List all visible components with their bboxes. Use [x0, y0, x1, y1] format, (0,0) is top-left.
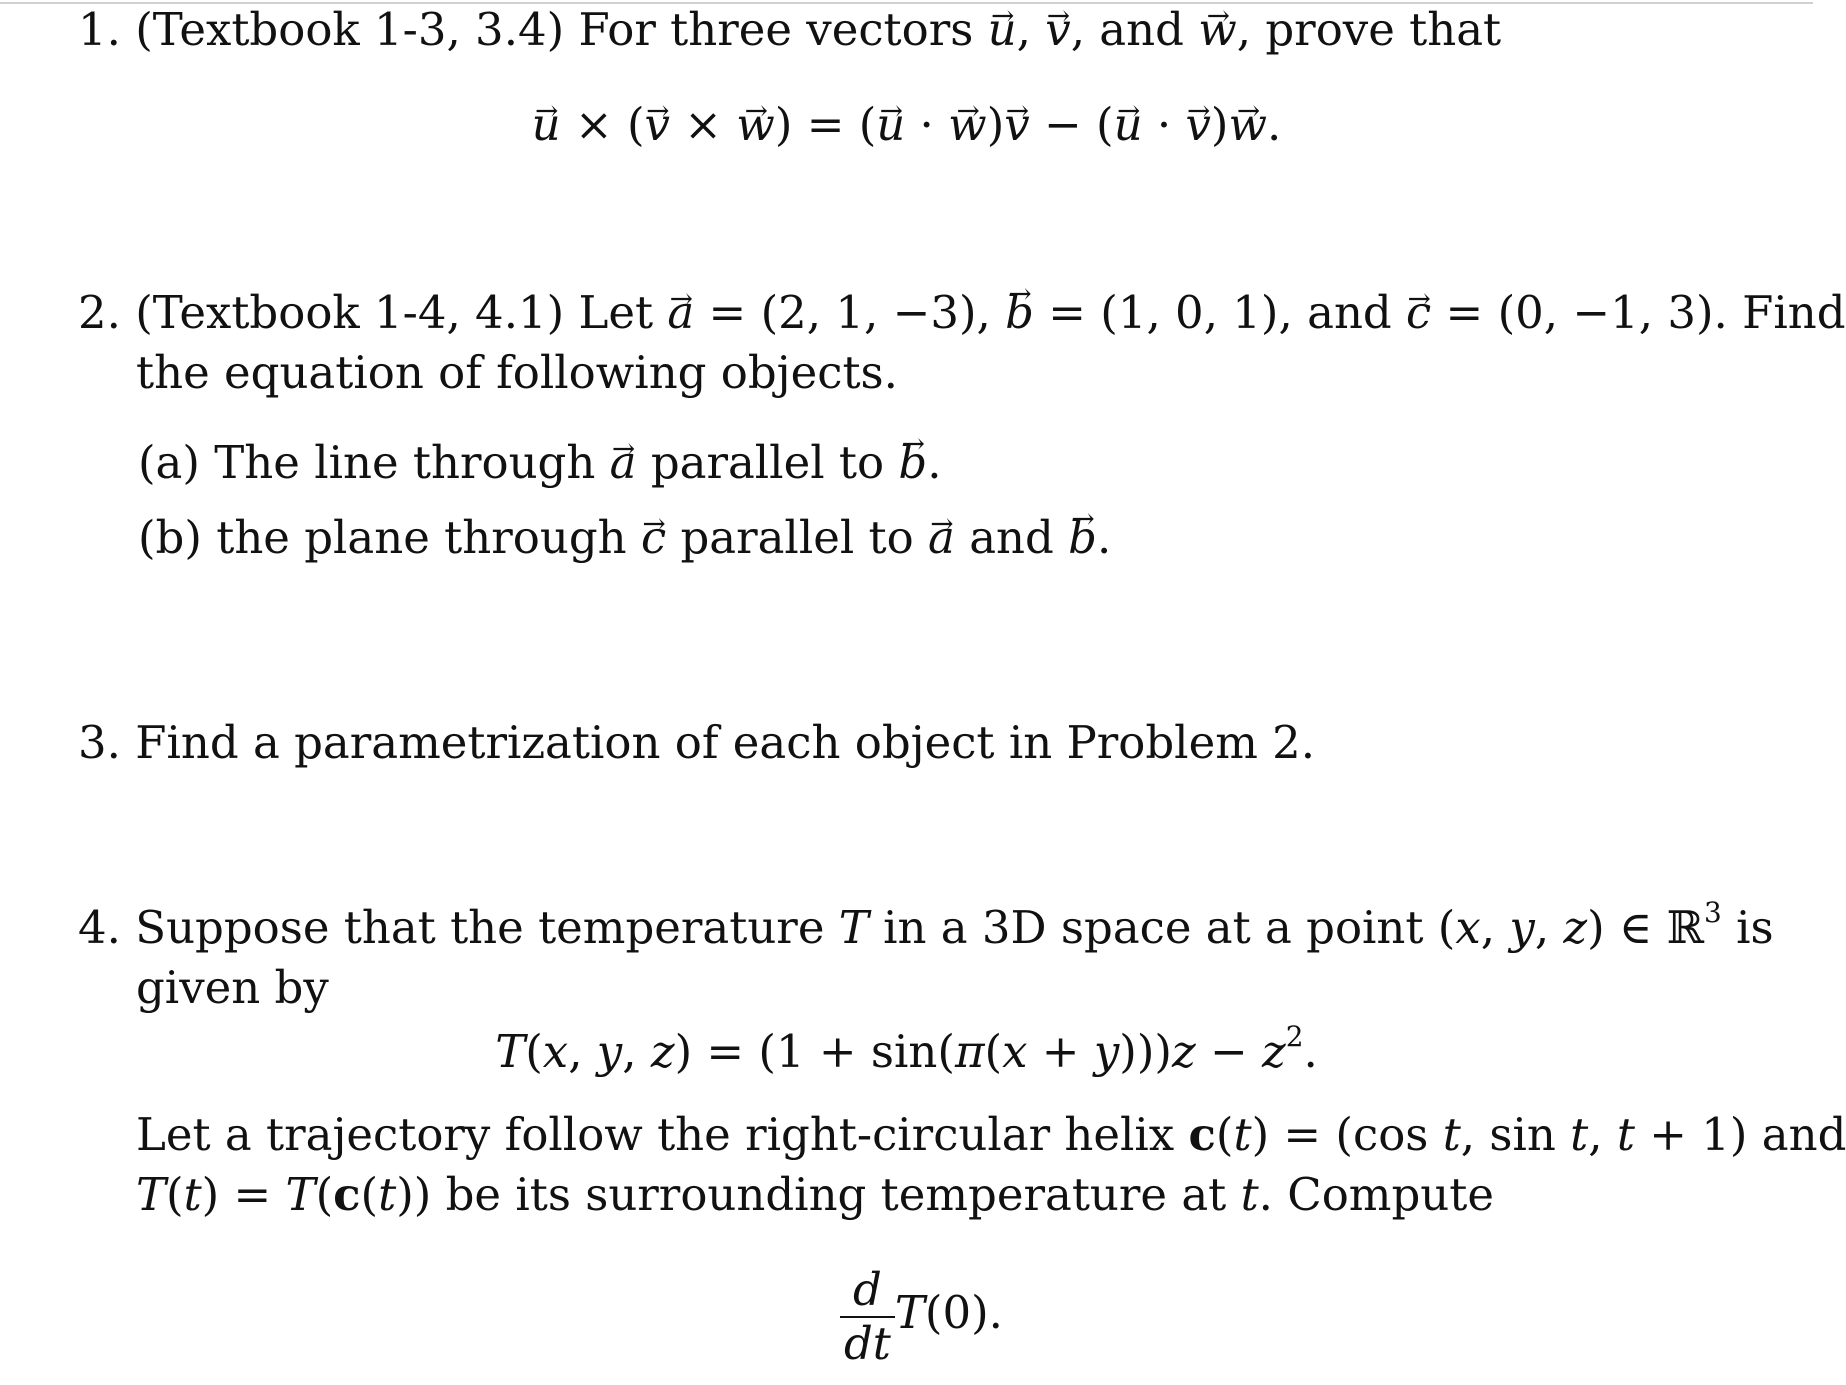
- problem-2-part-b: (b) the plane through → c parallel to → a and → b.: [138, 508, 1111, 568]
- problem-3-text: Find a parametrization of each object in Problem 2.: [135, 716, 1316, 769]
- vector-b-value: (1, 0, 1),: [1100, 286, 1293, 339]
- vector-v: → v: [1045, 0, 1070, 60]
- problem-4-helix-line: Let a trajectory follow the right-circular helix c(t) = (cos t, sin t, t + 1) and: [136, 1108, 1846, 1161]
- problem-4-line-2: given by: [136, 961, 329, 1014]
- problem-4-number: 4.: [78, 901, 121, 954]
- vector-w: → w: [1198, 0, 1237, 60]
- problem-1-statement: 1. (Textbook 1-3, 3.4) For three vectors → u, → v, and → w, prove that: [78, 0, 1501, 60]
- problem-1-intro: (Textbook 1-3, 3.4) For three vectors: [135, 3, 974, 56]
- problem-3-statement: [78, 713, 1315, 773]
- triple-product-identity: → u × (→ v × → w) = (→ u · → w)→ v − (→ u · → v)→ w.: [0, 95, 1813, 155]
- vector-c-value: (0, −1, 3).: [1497, 286, 1728, 339]
- problem-2-statement: 2. (Textbook 1-4, 4.1) Let → a = (2, 1, −3), → b = (1, 0, 1), and → c = (0, −1, 3). Find: [78, 283, 1846, 343]
- problem-3-number: 3.: [78, 716, 121, 769]
- derivative-expression: $\frac{d}{dt}$ T(0).: [840, 1258, 1003, 1370]
- problem-2-line-2: the equation of following objects.: [136, 346, 898, 399]
- problem-1-outro: prove that: [1265, 3, 1502, 56]
- problem-2-intro: (Textbook 1-4, 4.1) Let: [135, 286, 654, 339]
- problem-1-and: and: [1099, 3, 1184, 56]
- problem-1-number: 1.: [78, 3, 121, 56]
- problem-4-temperature-line: T(t) = T(c(t)) be its surrounding temperature at t. Compute: [136, 1168, 1494, 1221]
- vector-u: → u: [988, 0, 1017, 60]
- problem-2-number: 2.: [78, 286, 121, 339]
- temperature-formula: T(x, y, $z) = (1 + \sin(\pi(x + y)))z - z^2$.: [495, 1020, 1318, 1078]
- problem-4-line-1: 4. Suppose that the temperature T in a 3D space at a point (x, y, z) ∈ ℝ$^3$ is: [78, 896, 1774, 954]
- problem-2-part-a: (a) The line through → a parallel to → b.: [138, 433, 942, 493]
- problem-2-find: Find: [1742, 286, 1846, 339]
- vector-a-value: (2, 1, −3),: [760, 286, 991, 339]
- derivative-fraction: $\frac{d}{dt}$: [840, 1264, 895, 1370]
